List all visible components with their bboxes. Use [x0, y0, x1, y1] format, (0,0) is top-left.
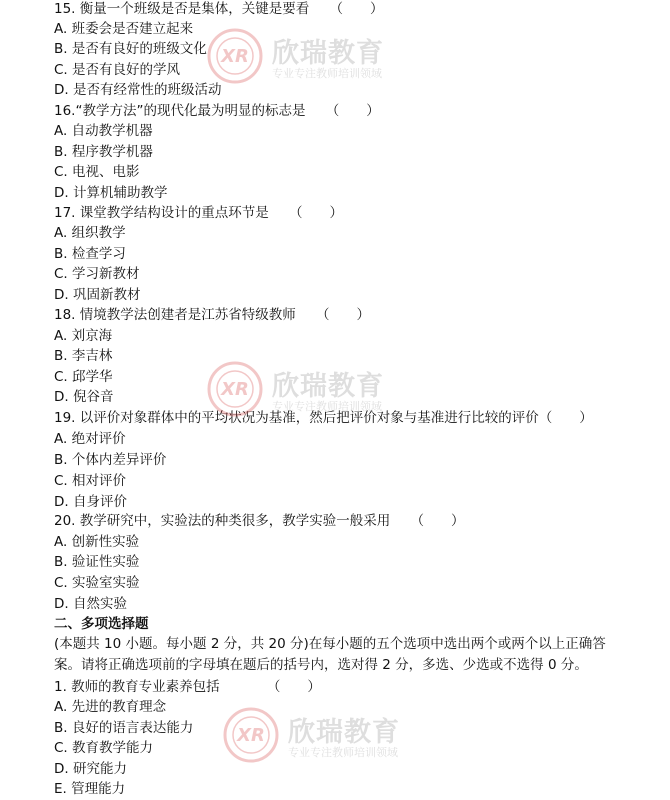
q17-stem: 17. 课堂教学结构设计的重点环节是 （ ）: [54, 205, 344, 221]
m1-option-b: B. 良好的语言表达能力: [54, 720, 194, 736]
q20-stem: 20. 教学研究中，实验法的种类很多，教学实验一般采用 （ ）: [54, 513, 465, 529]
q15-option-a: A. 班委会是否建立起来: [54, 21, 194, 37]
seal-icon: [222, 706, 280, 764]
watermark-brand: 欣瑞教育: [288, 717, 400, 748]
q18-option-c: C. 邱学华: [54, 369, 113, 385]
q16-option-b: B. 程序教学机器: [54, 144, 153, 160]
seal-letters: XR: [237, 725, 265, 746]
section-instructions: (本题共 10 小题。每小题 2 分，共 20 分)在每小题的五个选项中选出两个或两个以上正确答案。请将正确选项前的字母填在题后的括号内，选对得 2 分，多选、少选或不选得 0 分。: [54, 636, 606, 673]
q18-option-b: B. 李吉林: [54, 348, 113, 364]
watermark-slogan: 专业专注教师培训领域: [272, 400, 382, 413]
m1-option-d: D. 研究能力: [54, 761, 127, 777]
q17-option-c: C. 学习新教材: [54, 266, 140, 282]
q19-stem: 19. 以评价对象群体中的平均状况为基准，然后把评价对象与基准进行比较的评价（ ）: [54, 410, 593, 426]
q16-option-d: D. 计算机辅助教学: [54, 185, 168, 201]
q19-option-d: D. 自身评价: [54, 494, 127, 510]
watermark-brand: 欣瑞教育: [272, 38, 384, 69]
seal-ring-outer: [209, 30, 261, 82]
q18-option-a: A. 刘京海: [54, 328, 113, 344]
m1-option-a: A. 先进的教育理念: [54, 699, 167, 715]
seal-ring-inner: [217, 38, 253, 74]
seal-icon: [206, 27, 264, 85]
q18-option-d: D. 倪谷音: [54, 389, 114, 405]
q17-option-b: B. 检查学习: [54, 246, 126, 262]
q15-option-c: C. 是否有良好的学风: [54, 62, 181, 78]
q15-stem: 15. 衡量一个班级是否是集体，关键是要看 （ ）: [54, 1, 384, 17]
q19-option-c: C. 相对评价: [54, 473, 127, 489]
q19-option-a: A. 绝对评价: [54, 431, 126, 447]
seal-ring-inner: [217, 371, 253, 407]
m1-option-e: E. 管理能力: [54, 781, 126, 797]
q16-stem: 16.“教学方法”的现代化最为明显的标志是 （ ）: [54, 103, 380, 119]
m1-stem: 1. 教师的教育专业素养包括 （ ）: [54, 679, 321, 695]
q20-option-d: D. 自然实验: [54, 596, 127, 612]
seal-ring-outer: [209, 363, 261, 415]
q20-option-a: A. 创新性实验: [54, 534, 140, 550]
q17-option-d: D. 巩固新教材: [54, 287, 141, 303]
q16-option-c: C. 电视、电影: [54, 164, 140, 180]
seal-ring-inner: [233, 717, 269, 753]
watermark-logo: [222, 706, 462, 766]
watermark-slogan: 专业专注教师培训领域: [288, 746, 398, 759]
watermark-logo: [206, 27, 446, 87]
q15-option-b: B. 是否有良好的班级文化: [54, 41, 207, 57]
m1-option-c: C. 教育教学能力: [54, 740, 154, 756]
seal-letters: XR: [221, 379, 249, 400]
q20-option-c: C. 实验室实验: [54, 575, 140, 591]
seal-ring-outer: [225, 709, 277, 761]
q17-option-a: A. 组织教学: [54, 225, 126, 241]
q15-option-d: D. 是否有经常性的班级活动: [54, 82, 222, 98]
section-heading-multiple-choice: 二、多项选择题: [54, 616, 149, 632]
q20-option-b: B. 验证性实验: [54, 554, 140, 570]
q18-stem: 18. 情境教学法创建者是江苏省特级教师 （ ）: [54, 307, 371, 323]
seal-letters: XR: [221, 46, 249, 67]
q16-option-a: A. 自动教学机器: [54, 123, 153, 139]
q19-option-b: B. 个体内差异评价: [54, 452, 167, 468]
watermark-brand: 欣瑞教育: [272, 371, 384, 402]
watermark-slogan: 专业专注教师培训领域: [272, 67, 382, 80]
